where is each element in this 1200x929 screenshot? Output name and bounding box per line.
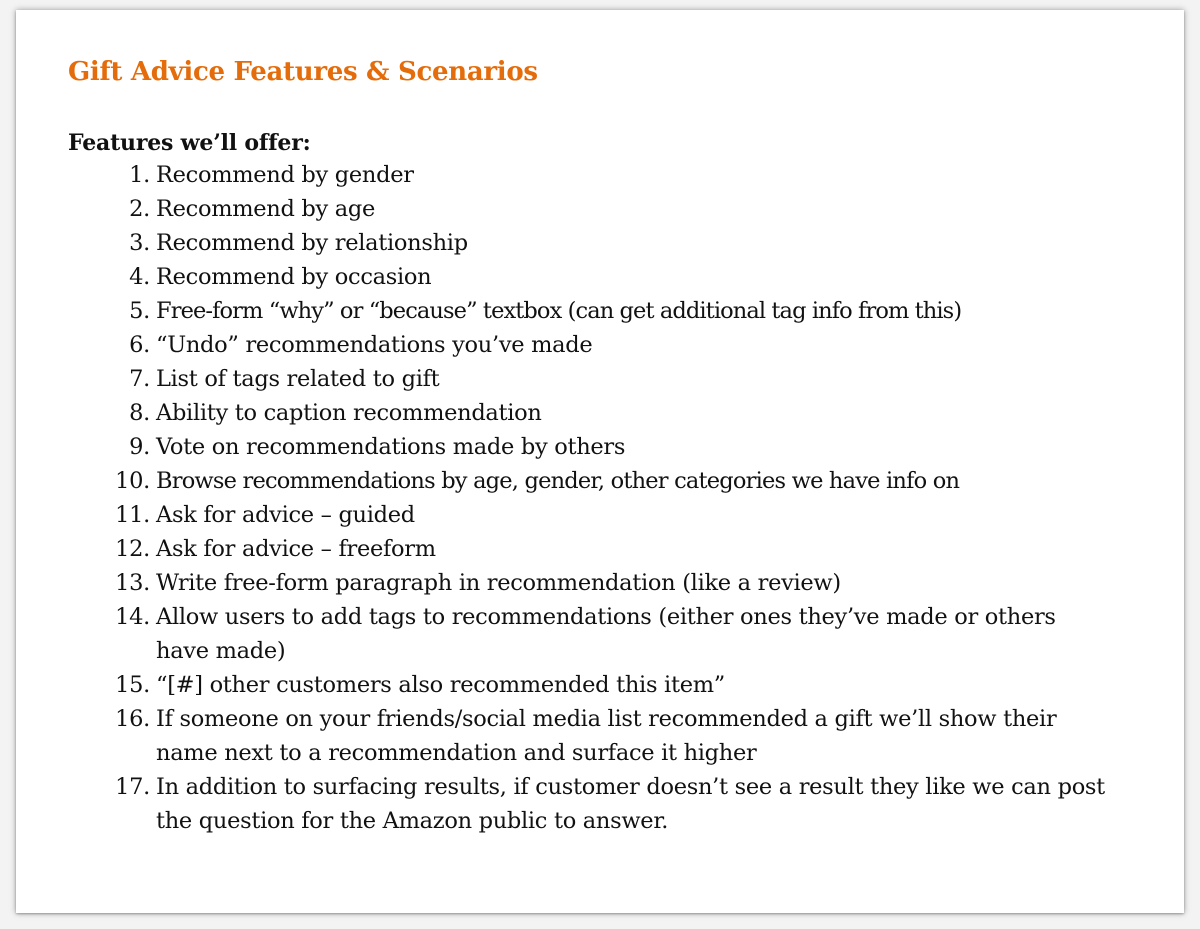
list-item-text: Ask for advice – freeform [156, 536, 436, 562]
list-item-text: Recommend by occasion [156, 264, 432, 290]
list-item [68, 192, 1164, 226]
list-item-text: Recommend by age [156, 196, 376, 222]
list-item-number: 15. [115, 672, 150, 698]
list-item-number: 12. [115, 536, 150, 562]
list-item [68, 498, 1164, 532]
list-item-number: 14. [115, 604, 150, 630]
list-item-text: Recommend by relationship [156, 230, 468, 256]
list-item [68, 294, 1164, 328]
list-item-number: 17. [115, 774, 150, 800]
list-item-number: 11. [115, 502, 150, 528]
list-item [68, 464, 1164, 498]
list-item-text: Vote on recommendations made by others [156, 434, 626, 460]
list-item [68, 702, 1164, 770]
list-item-number: 9. [129, 434, 150, 460]
list-item-text: Write free-form paragraph in recommendation (like a review) [156, 570, 841, 596]
features-list [68, 158, 1164, 838]
list-item-text: If someone on your friends/social media list recommended a gift we’ll show their name next to a recommendation and surface it higher [156, 706, 1057, 766]
list-item [68, 328, 1164, 362]
list-item [68, 668, 1164, 702]
document-page [16, 10, 1184, 913]
list-item [68, 260, 1164, 294]
list-item-number: 7. [129, 366, 150, 392]
list-item [68, 566, 1164, 600]
list-item [68, 532, 1164, 566]
list-item-number: 4. [129, 264, 150, 290]
list-item-text: Recommend by gender [156, 162, 414, 188]
document-content [68, 54, 1164, 838]
list-item-text: Ability to caption recommendation [156, 400, 542, 426]
list-item [68, 226, 1164, 260]
list-item-text: In addition to surfacing results, if customer doesn’t see a result they like we can post the question for the Amazon public to answer. [156, 774, 1105, 834]
list-item-text: Browse recommendations by age, gender, other categories we have info on [156, 468, 960, 494]
list-item-text: List of tags related to gift [156, 366, 440, 392]
list-item-text: Allow users to add tags to recommendations (either ones they’ve made or others have made) [156, 604, 1056, 664]
list-item [68, 396, 1164, 430]
list-item-number: 6. [129, 332, 150, 358]
list-item-number: 5. [129, 298, 150, 324]
list-item-text: “Undo” recommendations you’ve made [156, 332, 593, 358]
list-item [68, 600, 1164, 668]
list-item-number: 2. [129, 196, 150, 222]
features-subheading: Features we’ll offer: [68, 130, 311, 156]
list-item-text: Free-form “why” or “because” textbox (can get additional tag info from this) [156, 298, 962, 324]
list-item-text: “[#] other customers also recommended this item” [156, 672, 725, 698]
list-item-number: 8. [129, 400, 150, 426]
list-item-number: 10. [115, 468, 150, 494]
document-title: Gift Advice Features & Scenarios [68, 57, 538, 87]
list-item-number: 3. [129, 230, 150, 256]
list-item-number: 16. [115, 706, 150, 732]
list-item [68, 158, 1164, 192]
list-item [68, 362, 1164, 396]
list-item [68, 770, 1164, 838]
list-item-number: 1. [129, 162, 150, 188]
list-item [68, 430, 1164, 464]
list-item-number: 13. [115, 570, 150, 596]
list-item-text: Ask for advice – guided [156, 502, 415, 528]
